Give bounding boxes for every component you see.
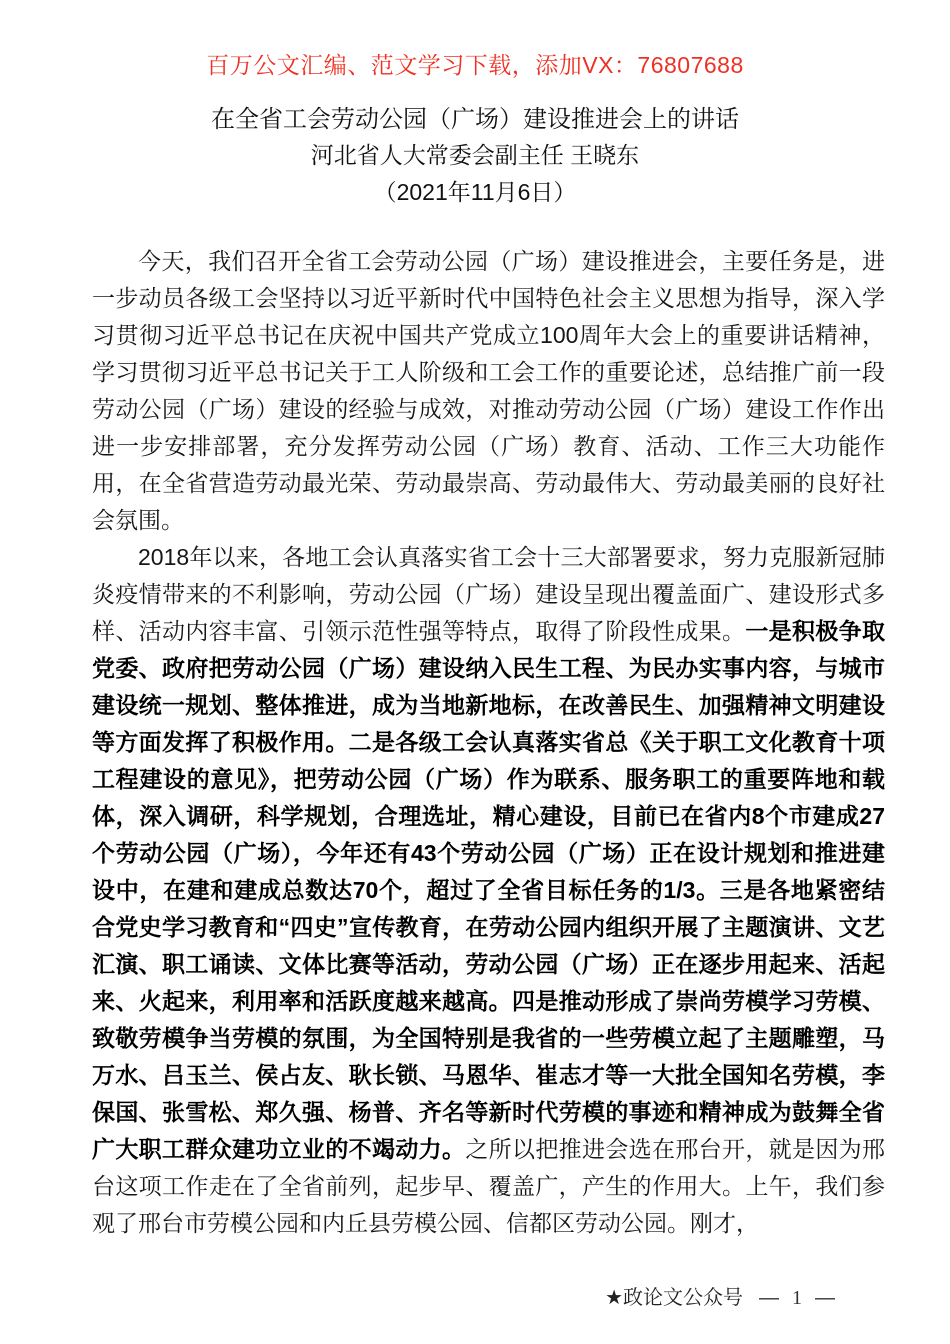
page-footer (605, 1281, 835, 1310)
page-dash-left: — (759, 1287, 779, 1309)
body-paragraph (92, 539, 885, 1242)
footer-label: ★政论文公众号 (605, 1287, 743, 1309)
page-title: 在全省工会劳动公园（广场）建设推进会上的讲话 (211, 106, 739, 133)
page-number-indicator (759, 1287, 835, 1309)
text-segment: 之所以把推进会选在邢台开，就是因为邢台这项工作走在了全省前列，起步早、覆盖广，产生的作用大。上午，我们参观了邢台市劳模公园和内丘县劳模公园、信都区劳动公园。刚才， (92, 1136, 886, 1236)
page-number: 1 (792, 1287, 802, 1309)
author-line: 河北省人大常委会副主任 王晓东 (310, 142, 640, 168)
text-segment: 2018年以来，各地工会认真落实省工会十三大部署要求，努力克服新冠肺炎疫情带来的不利影响，劳动公园（广场）建设呈现出覆盖面广、建设形式多样、活动内容丰富、引领示范性强等特点，取得了阶段性成果。 (92, 544, 885, 644)
bold-text-segment: 一是积极争取党委、政府把劳动公园（广场）建设纳入民生工程、为民办实事内容，与城市建设统一规划、整体推进，成为当地新地标，在改善民生、加强精神文明建设等方面发挥了积极作用。二是各级工会认真落实省总《关于职工文化教育十项工程建设的意见》，把劳动公园（广场）作为联系、服务职工的重要阵地和载体，深入调研，科学规划，合理选址，精心建设，目前已在省内8个市建成27个劳动公园（广场），今年还有43个劳动公园（广场）正在设计规划和推进建设中，在建和建成总数达70个，超过了全省目标任务的1/3。三是各地紧密结合党史学习教育和“四史”宣传教育，在劳动公园内组织开展了主题演讲、文艺汇演、职工诵读、文体比赛等活动，劳动公园（广场）正在逐步用起来、活起来、火起来，利用率和活跃度越来越高。四是推动形成了崇尚劳模学习劳模、致敬劳模争当劳模的氛围，为全国特别是我省的一些劳模立起了主题雕塑，马万水、吕玉兰、侯占友、耿长锁、马恩华、崔志才等一大批全国知名劳模，李保国、张雪松、郑久强、杨普、齐名等新时代劳模的事迹和精神成为鼓舞全省广大职工群众建功立业的不竭动力。 (92, 618, 886, 1162)
body-paragraph (92, 243, 885, 539)
document-body (92, 243, 885, 1242)
text-segment: 今天，我们召开全省工会劳动公园（广场）建设推进会，主要任务是，进一步动员各级工会坚持以习近平新时代中国特色社会主义思想为指导，深入学习贯彻习近平总书记在庆祝中国共产党成立100周年大会上的重要讲话精神，学习贯彻习近平总书记关于工人阶级和工会工作的重要论述，总结推广前一段劳动公园（广场）建设的经验与成效，对推动劳动公园（广场）建设工作作出进一步安排部署，充分发挥劳动公园（广场）教育、活动、工作三大功能作用，在全省营造劳动最光荣、劳动最崇高、劳动最伟大、劳动最美丽的良好社会氛围。 (92, 248, 885, 533)
page-dash-right: — (815, 1287, 835, 1309)
date-line: （2021年11月6日） (373, 179, 577, 205)
promo-header-note: 百万公文汇编、范文学习下载，添加VX：76807688 (206, 52, 744, 78)
